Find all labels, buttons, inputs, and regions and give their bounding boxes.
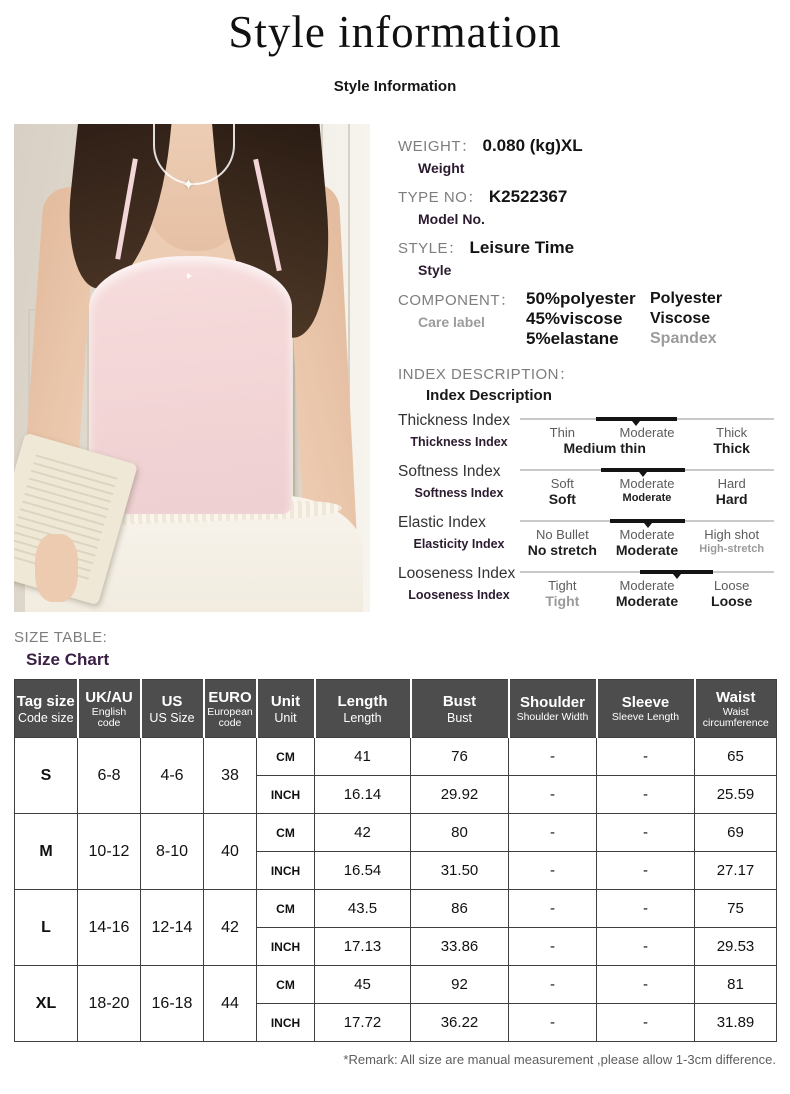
column-header bbox=[315, 680, 411, 738]
index-label-block bbox=[398, 412, 520, 456]
spec-label: COMPONENT： bbox=[398, 292, 516, 309]
index-scale bbox=[520, 463, 776, 507]
index-subname: Elasticity Index bbox=[413, 537, 505, 551]
measurement-cell: 29.53 bbox=[695, 928, 777, 966]
measurement-cell: - bbox=[509, 890, 597, 928]
column-header-top: Waist bbox=[716, 688, 756, 706]
scale-label: High shot bbox=[704, 527, 760, 542]
column-header bbox=[78, 680, 141, 738]
index-subname: Thickness Index bbox=[410, 435, 508, 449]
scale-label: Loose bbox=[713, 578, 750, 593]
column-header-bottom: US Size bbox=[149, 710, 195, 725]
scale-label: Tight bbox=[548, 578, 577, 593]
scale-marker-icon bbox=[673, 574, 681, 579]
column-header-bottom: Shoulder Width bbox=[516, 711, 589, 723]
spec-label: STYLE： bbox=[398, 240, 464, 257]
measurement-cell: 76 bbox=[411, 738, 509, 776]
spec-value: 0.080 (kg)XL bbox=[482, 136, 583, 155]
index-name: Softness Index bbox=[398, 463, 501, 480]
scale-label: Soft bbox=[550, 476, 574, 491]
spec-sublabel: Weight bbox=[418, 160, 465, 176]
index-name: Elastic Index bbox=[398, 514, 486, 531]
spec-line bbox=[398, 238, 776, 258]
measurement-cell: - bbox=[509, 738, 597, 776]
component-line: 45%viscose bbox=[526, 309, 623, 328]
unit-cell: INCH bbox=[257, 776, 315, 814]
component-percentages bbox=[526, 289, 638, 349]
remark-note: *Remark: All size are manual measurement ,please allow 1-3cm difference. bbox=[343, 1052, 776, 1067]
index-label-block bbox=[398, 565, 520, 609]
column-header-bottom: Code size bbox=[17, 710, 74, 725]
unit-cell: INCH bbox=[257, 852, 315, 890]
measurement-cell: 92 bbox=[411, 966, 509, 1004]
spec-row-component bbox=[398, 289, 776, 349]
column-header-top: Length bbox=[337, 692, 388, 710]
unit-cell: CM bbox=[257, 738, 315, 776]
index-rows bbox=[398, 412, 776, 609]
index-row bbox=[398, 514, 776, 558]
measurement-cell: 33.86 bbox=[411, 928, 509, 966]
scale-bottom-labels bbox=[520, 441, 774, 456]
measurement-cell: 17.72 bbox=[315, 1004, 411, 1042]
column-header-top: US bbox=[161, 692, 183, 710]
measurement-cell: 41 bbox=[315, 738, 411, 776]
scale-top-labels bbox=[520, 476, 774, 491]
scale-bottom-labels bbox=[520, 543, 774, 558]
column-header bbox=[257, 680, 315, 738]
scale-label: Thick bbox=[716, 425, 748, 440]
unit-cell: INCH bbox=[257, 928, 315, 966]
size-cell: 10-12 bbox=[78, 814, 141, 890]
size-cell: 38 bbox=[204, 738, 257, 814]
component-line: 50%polyester bbox=[526, 289, 636, 308]
table-header-row bbox=[15, 680, 777, 738]
page-subtitle: Style Information bbox=[333, 78, 457, 95]
spec-list bbox=[398, 136, 776, 349]
measurement-cell: 27.17 bbox=[695, 852, 777, 890]
measurement-cell: 36.22 bbox=[411, 1004, 509, 1042]
measurement-cell: - bbox=[509, 1004, 597, 1042]
product-photo bbox=[14, 124, 370, 612]
size-cell: 16-18 bbox=[141, 966, 204, 1042]
measurement-cell: - bbox=[597, 928, 695, 966]
table-row bbox=[15, 738, 777, 776]
table-body bbox=[15, 738, 777, 1042]
spec-line bbox=[398, 136, 776, 156]
material-name: Viscose bbox=[650, 310, 711, 327]
component-material-names bbox=[638, 289, 722, 349]
spec-label: TYPE NO： bbox=[398, 189, 483, 206]
measurement-cell: - bbox=[509, 966, 597, 1004]
column-header-top: UK/AU bbox=[85, 688, 133, 706]
page bbox=[0, 6, 790, 1094]
column-header-top: Sleeve bbox=[621, 694, 670, 711]
index-scale bbox=[520, 565, 776, 609]
spec-sublabel: Model No. bbox=[418, 211, 485, 227]
scale-track bbox=[520, 571, 774, 573]
measurement-cell: 86 bbox=[411, 890, 509, 928]
spec-row bbox=[398, 187, 776, 227]
scale-label: Hard bbox=[715, 491, 748, 507]
size-cell: 4-6 bbox=[141, 738, 204, 814]
size-chart-table bbox=[14, 679, 777, 1042]
measurement-cell: 43.5 bbox=[315, 890, 411, 928]
measurement-cell: 16.54 bbox=[315, 852, 411, 890]
size-chart-subheading: Size Chart bbox=[26, 650, 110, 669]
column-header-bottom: Unit bbox=[274, 710, 297, 725]
info-panel bbox=[398, 124, 776, 616]
index-row bbox=[398, 463, 776, 507]
scale-track bbox=[520, 418, 774, 420]
scale-top-labels bbox=[520, 425, 774, 440]
scale-marker-icon bbox=[632, 421, 640, 426]
spec-sublabel: Care label bbox=[418, 314, 485, 330]
size-cell: 44 bbox=[204, 966, 257, 1042]
scale-bottom-labels bbox=[520, 492, 774, 507]
material-name: Polyester bbox=[650, 290, 723, 307]
size-cell: 40 bbox=[204, 814, 257, 890]
column-header-bottom: Waist circumference bbox=[702, 705, 769, 729]
index-description-heading: INDEX DESCRIPTION： bbox=[398, 366, 575, 383]
scale-label: Medium thin bbox=[563, 440, 646, 456]
measurement-cell: - bbox=[597, 1004, 695, 1042]
measurement-cell: - bbox=[597, 890, 695, 928]
unit-cell: INCH bbox=[257, 1004, 315, 1042]
index-scale bbox=[520, 412, 776, 456]
unit-cell: CM bbox=[257, 814, 315, 852]
spec-sublabel: Style bbox=[418, 262, 452, 278]
scale-marker-icon bbox=[639, 472, 647, 477]
measurement-cell: - bbox=[509, 852, 597, 890]
scale-label: Hard bbox=[717, 476, 746, 491]
measurement-cell: 80 bbox=[411, 814, 509, 852]
scale-top-labels bbox=[520, 527, 774, 542]
column-header-top: Unit bbox=[270, 692, 301, 710]
column-header-top: Tag size bbox=[16, 692, 75, 710]
spec-line bbox=[398, 187, 776, 207]
measurement-cell: - bbox=[509, 776, 597, 814]
measurement-cell: 45 bbox=[315, 966, 411, 1004]
spec-label: WEIGHT： bbox=[398, 138, 477, 155]
size-cell: 6-8 bbox=[78, 738, 141, 814]
size-cell: 14-16 bbox=[78, 890, 141, 966]
spec-row bbox=[398, 238, 776, 278]
scale-label: Soft bbox=[548, 491, 576, 507]
scale-label: Moderate bbox=[615, 542, 679, 558]
measurement-cell: 31.50 bbox=[411, 852, 509, 890]
size-cell: 42 bbox=[204, 890, 257, 966]
measurement-cell: 29.92 bbox=[411, 776, 509, 814]
unit-cell: CM bbox=[257, 966, 315, 1004]
scale-track bbox=[520, 520, 774, 522]
scale-bottom-labels bbox=[520, 594, 774, 609]
measurement-cell: 75 bbox=[695, 890, 777, 928]
measurement-cell: - bbox=[509, 928, 597, 966]
scale-label: No stretch bbox=[527, 542, 597, 558]
measurement-cell: - bbox=[597, 776, 695, 814]
scale-track bbox=[520, 469, 774, 471]
index-description-subheading: Index Description bbox=[426, 387, 552, 404]
unit-cell: CM bbox=[257, 890, 315, 928]
column-header bbox=[411, 680, 509, 738]
spec-value: K2522367 bbox=[488, 187, 568, 206]
index-name: Looseness Index bbox=[398, 565, 516, 582]
scale-label: Moderate bbox=[619, 476, 675, 491]
scale-top-labels bbox=[520, 578, 774, 593]
page-title: Style information bbox=[228, 7, 562, 57]
scale-label: Thick bbox=[713, 440, 750, 456]
measurement-cell: 16.14 bbox=[315, 776, 411, 814]
column-header-top: Bust bbox=[442, 692, 477, 710]
size-table-heading: SIZE TABLE: bbox=[14, 629, 108, 646]
index-subname: Softness Index bbox=[414, 486, 504, 500]
index-label-block bbox=[398, 514, 520, 558]
table-row bbox=[15, 814, 777, 852]
column-header bbox=[695, 680, 777, 738]
index-subname: Looseness Index bbox=[408, 588, 510, 602]
star-pendant-icon: ✦ bbox=[181, 177, 196, 195]
size-cell: S bbox=[15, 738, 78, 814]
size-cell: XL bbox=[15, 966, 78, 1042]
size-cell: L bbox=[15, 890, 78, 966]
index-scale bbox=[520, 514, 776, 558]
column-header-bottom: European code bbox=[207, 705, 253, 729]
scale-label: Tight bbox=[545, 593, 580, 609]
table-row bbox=[15, 890, 777, 928]
measurement-cell: 81 bbox=[695, 966, 777, 1004]
index-row bbox=[398, 412, 776, 456]
content-row bbox=[0, 124, 790, 616]
table-row bbox=[15, 966, 777, 1004]
measurement-cell: 25.59 bbox=[695, 776, 777, 814]
scale-label: Moderate bbox=[619, 527, 675, 542]
measurement-cell: - bbox=[597, 738, 695, 776]
column-header-bottom: Length bbox=[343, 710, 382, 725]
scale-label: Moderate bbox=[619, 578, 675, 593]
index-label-block bbox=[398, 463, 520, 507]
index-row bbox=[398, 565, 776, 609]
scale-label: Moderate bbox=[619, 425, 675, 440]
column-header-bottom: Bust bbox=[446, 710, 472, 725]
scale-label: Moderate bbox=[622, 492, 672, 504]
scale-label: Moderate bbox=[615, 593, 679, 609]
column-header bbox=[204, 680, 257, 738]
measurement-cell: - bbox=[509, 814, 597, 852]
column-header-top: EURO bbox=[208, 688, 252, 706]
size-cell: 12-14 bbox=[141, 890, 204, 966]
material-name: Spandex bbox=[650, 330, 717, 347]
column-header bbox=[141, 680, 204, 738]
column-header-bottom: English code bbox=[91, 705, 127, 729]
spec-label-block bbox=[398, 289, 526, 330]
scale-label: Loose bbox=[711, 593, 753, 609]
measurement-cell: 31.89 bbox=[695, 1004, 777, 1042]
scale-label: High-stretch bbox=[699, 543, 765, 555]
table-header bbox=[15, 680, 777, 738]
measurement-cell: - bbox=[597, 852, 695, 890]
component-line: 5%elastane bbox=[526, 329, 619, 348]
index-name: Thickness Index bbox=[398, 412, 510, 429]
measurement-cell: - bbox=[597, 966, 695, 1004]
measurement-cell: 17.13 bbox=[315, 928, 411, 966]
column-header bbox=[597, 680, 695, 738]
measurement-cell: 65 bbox=[695, 738, 777, 776]
measurement-cell: 42 bbox=[315, 814, 411, 852]
size-cell: 8-10 bbox=[141, 814, 204, 890]
scale-label: Thin bbox=[549, 425, 575, 440]
spec-row bbox=[398, 136, 776, 176]
measurement-cell: 69 bbox=[695, 814, 777, 852]
column-header bbox=[15, 680, 78, 738]
scale-label: No Bullet bbox=[535, 527, 589, 542]
size-cell: 18-20 bbox=[78, 966, 141, 1042]
spec-value: Leisure Time bbox=[469, 238, 575, 257]
column-header-top: Shoulder bbox=[519, 694, 585, 711]
column-header bbox=[509, 680, 597, 738]
photo-hand bbox=[35, 534, 78, 602]
measurement-cell: - bbox=[597, 814, 695, 852]
size-cell: M bbox=[15, 814, 78, 890]
scale-marker-icon bbox=[644, 523, 652, 528]
column-header-bottom: Sleeve Length bbox=[611, 711, 680, 723]
